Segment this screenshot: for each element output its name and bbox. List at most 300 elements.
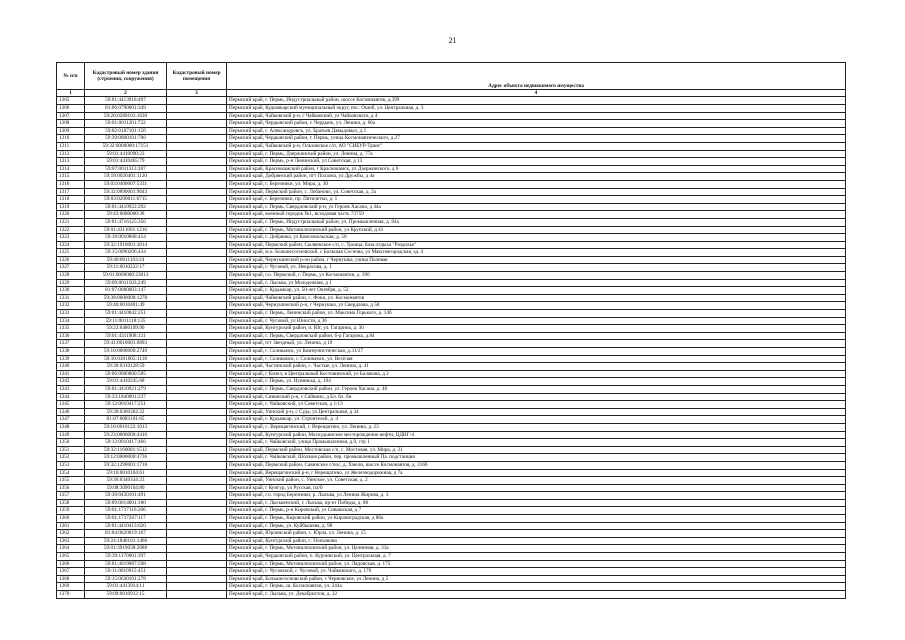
- table-row: [57, 241, 846, 249]
- row-number-cell: 1322: [57, 226, 85, 234]
- address-cell: Пермский край, Пермский район, Мостовская с/п, с. Мостовая, ул. Мира, д. 21: [227, 446, 846, 454]
- header-address: Адрес объекта недвижимого имущества: [227, 63, 846, 90]
- room-cadastral-cell: [167, 203, 227, 211]
- address-cell: Пермский край, Кунгурский район, п. Юг, ул. Гагарина, д. 30: [227, 325, 846, 333]
- building-cadastral-cell: 59:01:4410245:68: [85, 378, 167, 386]
- row-number-cell: 1323: [57, 234, 85, 242]
- room-cadastral-cell: [167, 416, 227, 424]
- table-row: [57, 196, 846, 204]
- address-cell: Пермский край, п/т Звездный, ул. Ленина, д 19: [227, 340, 846, 348]
- table-row: [57, 310, 846, 318]
- table-row: [57, 97, 846, 105]
- address-cell: Пермский край, г. Пермь, Индустриальный район, шоссе Космонавтов, д.399: [227, 97, 846, 105]
- table-row: [57, 264, 846, 272]
- room-cadastral-cell: [167, 378, 227, 386]
- room-cadastral-cell: [167, 196, 227, 204]
- row-number-cell: 1348: [57, 423, 85, 431]
- row-number-cell: 1318: [57, 196, 85, 204]
- table-row: [57, 507, 846, 515]
- address-cell: Пермский край, Сивинский р-н, с Сайвино, д Бл. бл. бн: [227, 393, 846, 401]
- row-number-cell: 1347: [57, 416, 85, 424]
- row-number-cell: 1343: [57, 385, 85, 393]
- building-cadastral-cell: 59:12:0010417:466: [85, 439, 167, 447]
- building-cadastral-cell: 59:15:0630101:278: [85, 575, 167, 583]
- address-cell: Пермский край, с. Верещагинский, г. Верещагино, ул. Ленина, д. 23: [227, 423, 846, 431]
- room-cadastral-cell: [167, 105, 227, 113]
- table-row: [57, 408, 846, 416]
- address-cell: Пермский край, Чернушинский р-он район, г Чернушка, улица Полевая: [227, 256, 846, 264]
- table-row: [57, 423, 846, 431]
- address-cell: Пермский край, г. Александровск, ул. Братьев Давыдовых, д.1: [227, 127, 846, 135]
- room-cadastral-cell: [167, 370, 227, 378]
- room-cadastral-cell: [167, 165, 227, 173]
- table-row: [57, 568, 846, 576]
- table-row: [57, 484, 846, 492]
- building-cadastral-cell: 59:16:0010104:61: [85, 469, 167, 477]
- building-cadastral-cell: 59:09:0011503:249: [85, 279, 167, 287]
- header-building-cadastral: Кадастровый номер здания (строения, сооружения): [85, 63, 167, 90]
- address-cell: Пермский край, г. Чайковский, улица Промышленная, д.9, стр 1: [227, 439, 846, 447]
- row-number-cell: 1325: [57, 249, 85, 257]
- address-cell: Пермский край, г. Лысьва, ул. Декабристов, д. 22: [227, 591, 846, 599]
- building-cadastral-cell: 59:01:3919038:2088: [85, 545, 167, 553]
- address-cell: Пермский край, г. Чусовой, ул. Некрасова, д. 1: [227, 264, 846, 272]
- table-row: [57, 515, 846, 523]
- address-cell: Пермский край, г. Кудымкар, ул. 50-лет Октября, д. 52: [227, 287, 846, 295]
- room-cadastral-cell: [167, 256, 227, 264]
- table-row: [57, 416, 846, 424]
- row-number-cell: 1364: [57, 545, 85, 553]
- row-number-cell: 1305: [57, 97, 85, 105]
- table-row: [57, 340, 846, 348]
- page-number: 21: [448, 36, 457, 45]
- row-number-cell: 1365: [57, 553, 85, 561]
- address-cell: Пермский край, Кудымкарский муниципальный округ, пос. Ошиб, ул. Центральная, д. 3: [227, 105, 846, 113]
- table-row: [57, 401, 846, 409]
- table-row: [57, 499, 846, 507]
- room-cadastral-cell: [167, 423, 227, 431]
- address-cell: Пермский край, г. Березники, ул. Мира, д. 30: [227, 180, 846, 188]
- address-cell: Пермский край, г. Пермь, Свердловский район, б-р Гагарина, д.84: [227, 332, 846, 340]
- table-row: [57, 385, 846, 393]
- table-row: [57, 112, 846, 120]
- address-cell: Пермский край, Чердынский район, п. Курчинский, ул. Центральная, д. 7: [227, 553, 846, 561]
- table-row: [57, 461, 846, 469]
- table-row: [57, 393, 846, 401]
- address-cell: Пермский край, г. Чусовой, ул Юности, д 36: [227, 317, 846, 325]
- room-cadastral-cell: [167, 317, 227, 325]
- address-cell: Пермский край, Чернушинский р-н, г Чернушка, ул Свердлова, д 58: [227, 302, 846, 310]
- row-number-cell: 1310: [57, 135, 85, 143]
- table-row: [57, 105, 846, 113]
- room-cadastral-cell: [167, 226, 227, 234]
- address-cell: Пермский край, г. Березники, пр. Пятилетки, д. 1: [227, 196, 846, 204]
- address-cell: Пермский край, г. Пермь, Мотовилихинский район, ул Крупской, д 41: [227, 226, 846, 234]
- building-cadastral-cell: 59:23:0000000:4410: [85, 431, 167, 439]
- table-row: [57, 234, 846, 242]
- row-number-cell: 1317: [57, 188, 85, 196]
- table-row: [57, 575, 846, 583]
- building-cadastral-cell: 59:01:4410042:251: [85, 310, 167, 318]
- row-number-cell: 1326: [57, 256, 85, 264]
- building-cadastral-cell: 59:01:4716125:356: [85, 218, 167, 226]
- address-cell: Пермский край, г. Кудымкар, ул. Строителей, д. 4: [227, 416, 846, 424]
- room-cadastral-cell: [167, 431, 227, 439]
- room-cadastral-cell: [167, 127, 227, 135]
- table-row: [57, 332, 846, 340]
- room-cadastral-cell: [167, 348, 227, 356]
- row-number-cell: 1327: [57, 264, 85, 272]
- table-row: [57, 560, 846, 568]
- address-cell: Пермский край, г. Пермь, Ленинский район, ул. Максима Горького, д. 14б: [227, 310, 846, 318]
- table-row: [57, 363, 846, 371]
- building-cadastral-cell: 59:15:0090206:434: [85, 249, 167, 257]
- address-cell: Пермский край, г.о. город Березники, р. Лысьва, ул Ленина Жирова, д. 3: [227, 492, 846, 500]
- room-cadastral-cell: [167, 249, 227, 257]
- building-cadastral-cell: 59:01:4410921:279: [85, 385, 167, 393]
- room-cadastral-cell: [167, 302, 227, 310]
- address-cell: Пермский край, г. Пермь, р-н Ленинский, ул Советская, д 13: [227, 158, 846, 166]
- table-row: [57, 294, 846, 302]
- row-number-cell: 1324: [57, 241, 85, 249]
- room-cadastral-cell: [167, 158, 227, 166]
- table-row: [57, 279, 846, 287]
- property-table: [56, 62, 846, 599]
- row-number-cell: 1344: [57, 393, 85, 401]
- address-cell: Пермский край, г. Чусовской, г. Чусовой, ул. Чайковского, д. 170: [227, 568, 846, 576]
- room-cadastral-cell: [167, 112, 227, 120]
- building-cadastral-cell: 59:11:0010915:451: [85, 568, 167, 576]
- address-cell: Пермский край, г. Пермь, р-н Кировский, ул Сивашская, д 7: [227, 507, 846, 515]
- address-cell: Пермский край, Пермский район, с. Лобаново, ул. Советская, д. 2а: [227, 188, 846, 196]
- building-cadastral-cell: 59:03:0400007:5331: [85, 180, 167, 188]
- row-number-cell: 1360: [57, 515, 85, 523]
- address-cell: Пермский край, г. Соликамск, ул Коммунистическая, д.31/27: [227, 348, 846, 356]
- address-cell: Пермский край, г. Лысьва, ул Молодежная, д 1: [227, 279, 846, 287]
- building-cadastral-cell: 59:32:1160001:1512: [85, 446, 167, 454]
- room-cadastral-cell: [167, 310, 227, 318]
- table-row: [57, 158, 846, 166]
- building-cadastral-cell: 59:01:4410090:23: [85, 150, 167, 158]
- table-row: [57, 135, 846, 143]
- row-number-cell: 1335: [57, 325, 85, 333]
- room-cadastral-cell: [167, 150, 227, 158]
- row-number-cell: 1353: [57, 461, 85, 469]
- room-cadastral-cell: [167, 325, 227, 333]
- table-row: [57, 553, 846, 561]
- address-cell: Пермский край, г. Чайковский, ул Советская, д 1/13: [227, 401, 846, 409]
- table-row: [57, 165, 846, 173]
- building-cadastral-cell: 81:07:0080003:147: [85, 287, 167, 295]
- table-row: [57, 127, 846, 135]
- building-cadastral-cell: 59:06:0000000:585: [85, 370, 167, 378]
- row-number-cell: 1337: [57, 340, 85, 348]
- column-number: 2: [85, 90, 167, 97]
- table-row: [57, 249, 846, 257]
- address-cell: Пермский край, Большесосновский район, с Черновское, ул Ленина, д 5: [227, 575, 846, 583]
- table-row: [57, 545, 846, 553]
- building-cadastral-cell: 59:32:0890001:9643: [85, 188, 167, 196]
- address-cell: Пермский край, Чердынский район, г. Пермь, улица Космонавтического, д.27: [227, 135, 846, 143]
- table-row: [57, 583, 846, 591]
- row-number-cell: 1355: [57, 477, 85, 485]
- building-cadastral-cell: 59:36:0340334:23: [85, 477, 167, 485]
- building-cadastral-cell: 59:08:3090104:80: [85, 484, 167, 492]
- room-cadastral-cell: [167, 97, 227, 105]
- address-cell: Пермский край, г. Лысьвенский, г. Лысьва, пр-кт Победы, д. 88: [227, 499, 846, 507]
- table-row: [57, 317, 846, 325]
- room-cadastral-cell: [167, 439, 227, 447]
- table-row: [57, 173, 846, 181]
- address-cell: Пермский край, Краснокамский район, г Краснокамск, ул Дзержинского, д 6: [227, 165, 846, 173]
- table-header-row: [57, 63, 846, 90]
- building-cadastral-cell: 59:01:4413914:11: [85, 583, 167, 591]
- table-row: [57, 492, 846, 500]
- room-cadastral-cell: [167, 553, 227, 561]
- room-cadastral-cell: [167, 454, 227, 462]
- row-number-cell: 1331: [57, 294, 85, 302]
- room-cadastral-cell: [167, 120, 227, 128]
- room-cadastral-cell: [167, 560, 227, 568]
- address-cell: Пермский край, Верещагинский р-н, г Верещагино, ул Железнодорожная, д 7а: [227, 469, 846, 477]
- building-cadastral-cell: 59:18:0020401:1120: [85, 173, 167, 181]
- building-cadastral-cell: 59:39:1170001:397: [85, 553, 167, 561]
- building-cadastral-cell: 59:03:0200011:6715: [85, 196, 167, 204]
- row-number-cell: 1338: [57, 348, 85, 356]
- building-cadastral-cell: 59:26:0280101:1630: [85, 112, 167, 120]
- room-cadastral-cell: [167, 530, 227, 538]
- header-row-number: № п/п: [57, 63, 85, 90]
- row-number-cell: 1342: [57, 378, 85, 386]
- room-cadastral-cell: [167, 545, 227, 553]
- row-number-cell: 1330: [57, 287, 85, 295]
- building-cadastral-cell: 59:01:4311001:1216: [85, 226, 167, 234]
- building-cadastral-cell: 59:40:0011103:24: [85, 256, 167, 264]
- table-row: [57, 522, 846, 530]
- row-number-cell: 1358: [57, 499, 85, 507]
- row-number-cell: 1307: [57, 112, 85, 120]
- address-cell: Пермский край, г Кизел, в Центральный Костовинский, ул Балакова, д 2: [227, 370, 846, 378]
- address-cell: Пермский край, Чайковский р-н, г Чайковский, ул Чайковского, д 4: [227, 112, 846, 120]
- row-number-cell: 1350: [57, 439, 85, 447]
- room-cadastral-cell: [167, 568, 227, 576]
- address-cell: Пермский край, Кунгурский район, с. Плеханово: [227, 537, 846, 545]
- row-number-cell: 1345: [57, 401, 85, 409]
- table-row: [57, 256, 846, 264]
- row-number-cell: 1356: [57, 484, 85, 492]
- row-number-cell: 1340: [57, 363, 85, 371]
- room-cadastral-cell: [167, 446, 227, 454]
- building-cadastral-cell: 59:41:0010001:6893: [85, 340, 167, 348]
- building-cadastral-cell: 59:01:1717116:206: [85, 507, 167, 515]
- row-number-cell: 1362: [57, 530, 85, 538]
- address-cell: Пермский край, г. Чайковский, Шолмов район, пер. промышленный Па. подстанция: [227, 454, 846, 462]
- row-number-cell: 1328: [57, 272, 85, 280]
- row-number-cell: 1314: [57, 165, 85, 173]
- building-cadastral-cell: 59:38:0000000:1278: [85, 294, 167, 302]
- table-row: [57, 469, 846, 477]
- room-cadastral-cell: [167, 294, 227, 302]
- room-cadastral-cell: [167, 332, 227, 340]
- building-cadastral-cell: 59:01:1717267:117: [85, 515, 167, 523]
- address-cell: Пермский край, Кунгурский район, Москудьинское месторождение нефти, ЦДНГ-4: [227, 431, 846, 439]
- table-row: [57, 188, 846, 196]
- building-cadastral-cell: 59:23:0480109:90: [85, 325, 167, 333]
- building-cadastral-cell: 59:02:0107101:156: [85, 127, 167, 135]
- room-cadastral-cell: [167, 499, 227, 507]
- room-cadastral-cell: [167, 287, 227, 295]
- room-cadastral-cell: [167, 522, 227, 530]
- building-cadastral-cell: 59:09:0014001:180: [85, 499, 167, 507]
- address-cell: Пермский край, Пермский район, Савинское с/поc, д. Хмели, шоссе Космонавтов, д. 316б: [227, 461, 846, 469]
- row-number-cell: 1334: [57, 317, 85, 325]
- table-row: [57, 591, 846, 599]
- address-cell: Пермский край, г. Пермь, Мотовилихинский район, ул. Целинная, д. 31а: [227, 545, 846, 553]
- room-cadastral-cell: [167, 477, 227, 485]
- address-cell: Пермский край, г. Пермь, Дзержинский район, ул. Ленина, д. 77а: [227, 150, 846, 158]
- room-cadastral-cell: [167, 135, 227, 143]
- address-cell: Пермский край, Уинский район, с. Уинское, ул. Советская, д. 2: [227, 477, 846, 485]
- row-number-cell: 1308: [57, 120, 85, 128]
- address-cell: Пермский край, Чайковский район, с. Фоки, ул. Космонавтов: [227, 294, 846, 302]
- row-number-cell: 1366: [57, 560, 85, 568]
- row-number-cell: 1329: [57, 279, 85, 287]
- address-cell: Пермский край, г. Соликамск, г. Соликамск, ул. Весёлая: [227, 355, 846, 363]
- row-number-cell: 1361: [57, 522, 85, 530]
- building-cadastral-cell: 59:01:0011201:722: [85, 120, 167, 128]
- room-cadastral-cell: [167, 211, 227, 219]
- building-cadastral-cell: 59:01:4410922:202: [85, 203, 167, 211]
- room-cadastral-cell: [167, 583, 227, 591]
- building-cadastral-cell: 59:01:4410413:620: [85, 522, 167, 530]
- row-number-cell: 1354: [57, 469, 85, 477]
- building-cadastral-cell: 59:32:0000000:17151: [85, 142, 167, 150]
- row-number-cell: 1368: [57, 575, 85, 583]
- room-cadastral-cell: [167, 241, 227, 249]
- row-number-cell: 1332: [57, 302, 85, 310]
- row-number-cell: 1352: [57, 454, 85, 462]
- room-cadastral-cell: [167, 401, 227, 409]
- address-cell: Пермский край, г. Пермь, Кировский район, ул Кировоградская, д 88а: [227, 515, 846, 523]
- room-cadastral-cell: [167, 492, 227, 500]
- table-row: [57, 180, 846, 188]
- row-number-cell: 1333: [57, 310, 85, 318]
- row-number-cell: 1367: [57, 568, 85, 576]
- address-cell: Пермский край, м.о. Большесосновский, с Большая Соснова, ул Максимгородская, зд. 4: [227, 249, 846, 257]
- table-row: [57, 150, 846, 158]
- table-row: [57, 203, 846, 211]
- room-cadastral-cell: [167, 575, 227, 583]
- address-cell: Пермский край, Добрянский район, пгт Полазна, ул Дружбы, д 4а: [227, 173, 846, 181]
- table-row: [57, 530, 846, 538]
- address-cell: Пермский край, Пермский район, Сылвенское с/п, с. Троица, база отдыха "Раздолье": [227, 241, 846, 249]
- room-cadastral-cell: [167, 264, 227, 272]
- row-number-cell: 1339: [57, 355, 85, 363]
- address-cell: Пермский край, г. Добрянка, ул Комсомольская, д. 56: [227, 234, 846, 242]
- row-number-cell: 1341: [57, 370, 85, 378]
- address-cell: Пермский край, Чайковский р-н, Ольховское с/п, АО "СИБУР-Транс": [227, 142, 846, 150]
- table-row: [57, 477, 846, 485]
- row-number-cell: 1319: [57, 203, 85, 211]
- room-cadastral-cell: [167, 279, 227, 287]
- table-row: [57, 218, 846, 226]
- row-number-cell: 1312: [57, 150, 85, 158]
- room-cadastral-cell: [167, 515, 227, 523]
- table-row: [57, 226, 846, 234]
- row-number-cell: 1349: [57, 431, 85, 439]
- building-cadastral-cell: 59:07:0011313:287: [85, 165, 167, 173]
- row-number-cell: 1306: [57, 105, 85, 113]
- row-number-cell: 1316: [57, 180, 85, 188]
- room-cadastral-cell: [167, 393, 227, 401]
- room-cadastral-cell: [167, 340, 227, 348]
- building-cadastral-cell: 59:11:0010222:17: [85, 264, 167, 272]
- building-cadastral-cell: 59:10:0301005:1118: [85, 355, 167, 363]
- building-cadastral-cell: 59:36:0360362:22: [85, 408, 167, 416]
- building-cadastral-cell: 59:12:0010417:251: [85, 401, 167, 409]
- room-cadastral-cell: [167, 218, 227, 226]
- table-row: [57, 439, 846, 447]
- building-cadastral-cell: 59:32:1910001:3014: [85, 241, 167, 249]
- row-number-cell: 1357: [57, 492, 85, 500]
- building-cadastral-cell: 59:10:0000000:2749: [85, 348, 167, 356]
- room-cadastral-cell: [167, 385, 227, 393]
- table-row: [57, 272, 846, 280]
- building-cadastral-cell: 59:01:0000000:23013: [85, 272, 167, 280]
- address-cell: Пермский край, г. Пермь, Свердловский район, ул. Героев Хасана, д. 48: [227, 385, 846, 393]
- building-cadastral-cell: 81:06:0790001:349: [85, 105, 167, 113]
- room-cadastral-cell: [167, 234, 227, 242]
- room-cadastral-cell: [167, 272, 227, 280]
- building-cadastral-cell: 59:39:0430101:491: [85, 492, 167, 500]
- room-cadastral-cell: [167, 188, 227, 196]
- row-number-cell: 1336: [57, 332, 85, 340]
- room-cadastral-cell: [167, 173, 227, 181]
- table-row: [57, 537, 846, 545]
- address-cell: Пермский край, г. Пермь, Свердловский р-н, ул Героев Хасана, д 44а: [227, 203, 846, 211]
- table-row: [57, 142, 846, 150]
- building-cadastral-cell: 59:32:1290001:1718: [85, 461, 167, 469]
- address-cell: Пермский край, г. Пермь, ул. Куйбышева, д. 98: [227, 522, 846, 530]
- address-cell: Пермский край, г. Пермь, Индустриальный район, ул. Промышленная, д. 84а: [227, 218, 846, 226]
- row-number-cell: 1370: [57, 591, 85, 599]
- table-row: [57, 325, 846, 333]
- room-cadastral-cell: [167, 469, 227, 477]
- row-number-cell: 1363: [57, 537, 85, 545]
- room-cadastral-cell: [167, 142, 227, 150]
- building-cadastral-cell: 59:09:0010912:15: [85, 591, 167, 599]
- table-row: [57, 454, 846, 462]
- table-row: [57, 370, 846, 378]
- row-number-cell: 1315: [57, 173, 85, 181]
- address-cell: Пермский край, военный городок №1, всходовая часть 73759: [227, 211, 846, 219]
- table-row: [57, 120, 846, 128]
- building-cadastral-cell: 81:07:0083101:65: [85, 416, 167, 424]
- building-cadastral-cell: 59:33:1840001:237: [85, 393, 167, 401]
- building-cadastral-cell: 59:01:4410465:79: [85, 158, 167, 166]
- column-number: 1: [57, 90, 85, 97]
- building-cadastral-cell: 59:01:4019087:598: [85, 560, 167, 568]
- building-cadastral-cell: 59:40:0010401:49: [85, 302, 167, 310]
- building-cadastral-cell: 59:38:0310128:59: [85, 363, 167, 371]
- row-number-cell: 1351: [57, 446, 85, 454]
- room-cadastral-cell: [167, 591, 227, 599]
- header-room-cadastral: Кадастровый номер помещения: [167, 63, 227, 90]
- room-cadastral-cell: [167, 363, 227, 371]
- row-number-cell: 1369: [57, 583, 85, 591]
- address-cell: Пермский край, г. Пермь, Мотовилихинский район, ул. Лядовская, д. 175: [227, 560, 846, 568]
- row-number-cell: 1346: [57, 408, 85, 416]
